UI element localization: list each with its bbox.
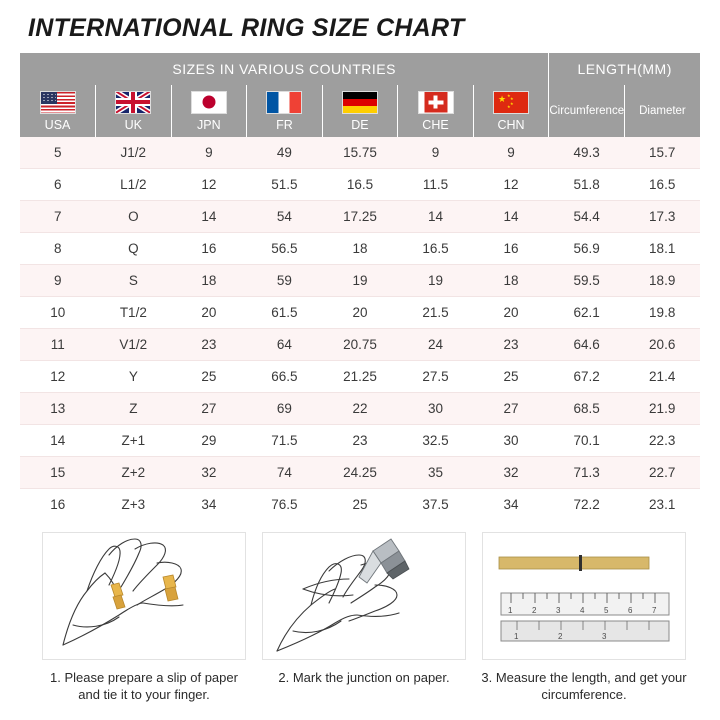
column-label-uk: UK bbox=[124, 117, 142, 132]
cell-che: 9 bbox=[398, 137, 474, 169]
table-row bbox=[20, 457, 700, 489]
cell-usa: 10 bbox=[20, 297, 96, 329]
cell-chn: 34 bbox=[473, 489, 549, 521]
column-header-diameter bbox=[624, 85, 700, 137]
flag-switzerland-icon bbox=[418, 91, 454, 114]
cell-chn: 30 bbox=[473, 425, 549, 457]
cell-uk: Y bbox=[96, 361, 172, 393]
table-row bbox=[20, 361, 700, 393]
cell-che: 19 bbox=[398, 265, 474, 297]
cell-uk: T1/2 bbox=[96, 297, 172, 329]
cell-circumference: 64.6 bbox=[549, 329, 625, 361]
cell-usa: 16 bbox=[20, 489, 96, 521]
cell-che: 24 bbox=[398, 329, 474, 361]
cell-fr: 66.5 bbox=[247, 361, 323, 393]
cell-de: 22 bbox=[322, 393, 398, 425]
cell-chn: 23 bbox=[473, 329, 549, 361]
cell-che: 11.5 bbox=[398, 169, 474, 201]
flag-china-icon: ★ ★ ★ ★ ★ bbox=[493, 91, 529, 114]
cell-jpn: 14 bbox=[171, 201, 247, 233]
cell-uk: O bbox=[96, 201, 172, 233]
svg-text:5: 5 bbox=[604, 606, 609, 615]
cell-che: 16.5 bbox=[398, 233, 474, 265]
column-label-che: CHE bbox=[422, 117, 449, 132]
column-header-circumference bbox=[549, 85, 625, 137]
table-header bbox=[20, 53, 700, 137]
cell-jpn: 16 bbox=[171, 233, 247, 265]
group-header-length: LENGTH(MM) bbox=[549, 53, 700, 85]
cell-che: 21.5 bbox=[398, 297, 474, 329]
group-header-sizes: SIZES IN VARIOUS COUNTRIES bbox=[20, 53, 549, 85]
svg-text:4: 4 bbox=[580, 606, 585, 615]
table-row bbox=[20, 233, 700, 265]
cell-jpn: 32 bbox=[171, 457, 247, 489]
table-column-header-row bbox=[20, 85, 700, 137]
cell-chn: 20 bbox=[473, 297, 549, 329]
step-2-caption: 2. Mark the junction on paper. bbox=[278, 670, 450, 685]
table-row bbox=[20, 201, 700, 233]
cell-circumference: 54.4 bbox=[549, 201, 625, 233]
cell-usa: 14 bbox=[20, 425, 96, 457]
step-3-caption: 3. Measure the length, and get your circumference. bbox=[481, 670, 687, 702]
cell-circumference: 71.3 bbox=[549, 457, 625, 489]
cell-diameter: 18.1 bbox=[624, 233, 700, 265]
column-label-chn: CHN bbox=[497, 117, 525, 132]
cell-fr: 56.5 bbox=[247, 233, 323, 265]
table-row bbox=[20, 393, 700, 425]
cell-diameter: 17.3 bbox=[624, 201, 700, 233]
cell-diameter: 15.7 bbox=[624, 137, 700, 169]
step-1-caption: 1. Please prepare a slip of paper and tie it to your finger. bbox=[50, 670, 238, 702]
cell-usa: 12 bbox=[20, 361, 96, 393]
svg-text:2: 2 bbox=[558, 632, 563, 641]
cell-jpn: 18 bbox=[171, 265, 247, 297]
svg-text:1: 1 bbox=[514, 632, 519, 641]
cell-de: 19 bbox=[322, 265, 398, 297]
cell-chn: 18 bbox=[473, 265, 549, 297]
measuring-instructions bbox=[20, 520, 700, 703]
column-label-usa: USA bbox=[44, 117, 71, 132]
cell-uk: Z bbox=[96, 393, 172, 425]
cell-de: 20 bbox=[322, 297, 398, 329]
cell-fr: 76.5 bbox=[247, 489, 323, 521]
cell-uk: Z+3 bbox=[96, 489, 172, 521]
cell-diameter: 22.7 bbox=[624, 457, 700, 489]
cell-che: 35 bbox=[398, 457, 474, 489]
svg-text:6: 6 bbox=[628, 606, 633, 615]
cell-fr: 64 bbox=[247, 329, 323, 361]
ring-size-table bbox=[20, 53, 700, 520]
cell-de: 21.25 bbox=[322, 361, 398, 393]
table-row bbox=[20, 169, 700, 201]
cell-circumference: 51.8 bbox=[549, 169, 625, 201]
cell-usa: 11 bbox=[20, 329, 96, 361]
cell-fr: 54 bbox=[247, 201, 323, 233]
cell-uk: Z+2 bbox=[96, 457, 172, 489]
cell-usa: 5 bbox=[20, 137, 96, 169]
column-header-usa bbox=[20, 85, 96, 137]
cell-de: 25 bbox=[322, 489, 398, 521]
column-label-circumference: Circumference bbox=[549, 105, 625, 117]
cell-de: 20.75 bbox=[322, 329, 398, 361]
table-row bbox=[20, 329, 700, 361]
cell-diameter: 16.5 bbox=[624, 169, 700, 201]
svg-text:3: 3 bbox=[602, 632, 607, 641]
table-row bbox=[20, 297, 700, 329]
cell-uk: Q bbox=[96, 233, 172, 265]
cell-che: 37.5 bbox=[398, 489, 474, 521]
cell-che: 14 bbox=[398, 201, 474, 233]
cell-fr: 59 bbox=[247, 265, 323, 297]
cell-jpn: 12 bbox=[171, 169, 247, 201]
table-row bbox=[20, 425, 700, 457]
cell-de: 15.75 bbox=[322, 137, 398, 169]
cell-circumference: 59.5 bbox=[549, 265, 625, 297]
cell-fr: 69 bbox=[247, 393, 323, 425]
cell-diameter: 23.1 bbox=[624, 489, 700, 521]
flag-japan-icon bbox=[191, 91, 227, 114]
cell-de: 23 bbox=[322, 425, 398, 457]
cell-che: 27.5 bbox=[398, 361, 474, 393]
column-label-fr: FR bbox=[276, 117, 293, 132]
cell-usa: 13 bbox=[20, 393, 96, 425]
cell-circumference: 70.1 bbox=[549, 425, 625, 457]
cell-uk: V1/2 bbox=[96, 329, 172, 361]
cell-chn: 32 bbox=[473, 457, 549, 489]
cell-usa: 8 bbox=[20, 233, 96, 265]
cell-chn: 25 bbox=[473, 361, 549, 393]
column-label-diameter: Diameter bbox=[639, 105, 686, 117]
cell-uk: Z+1 bbox=[96, 425, 172, 457]
cell-diameter: 19.8 bbox=[624, 297, 700, 329]
flag-usa-icon bbox=[40, 91, 76, 114]
column-header-chn bbox=[473, 85, 549, 137]
cell-diameter: 21.9 bbox=[624, 393, 700, 425]
column-header-jpn bbox=[171, 85, 247, 137]
cell-uk: S bbox=[96, 265, 172, 297]
cell-jpn: 29 bbox=[171, 425, 247, 457]
cell-fr: 61.5 bbox=[247, 297, 323, 329]
cell-fr: 74 bbox=[247, 457, 323, 489]
cell-circumference: 67.2 bbox=[549, 361, 625, 393]
cell-circumference: 56.9 bbox=[549, 233, 625, 265]
cell-chn: 27 bbox=[473, 393, 549, 425]
table-group-header-row bbox=[20, 53, 700, 85]
hand-marking-paper-with-pen-illustration bbox=[262, 532, 466, 660]
cell-diameter: 22.3 bbox=[624, 425, 700, 457]
table-row bbox=[20, 489, 700, 521]
cell-che: 32.5 bbox=[398, 425, 474, 457]
cell-chn: 14 bbox=[473, 201, 549, 233]
column-header-uk bbox=[96, 85, 172, 137]
cell-diameter: 21.4 bbox=[624, 361, 700, 393]
cell-usa: 6 bbox=[20, 169, 96, 201]
cell-fr: 51.5 bbox=[247, 169, 323, 201]
cell-circumference: 62.1 bbox=[549, 297, 625, 329]
cell-de: 17.25 bbox=[322, 201, 398, 233]
cell-fr: 49 bbox=[247, 137, 323, 169]
cell-jpn: 34 bbox=[171, 489, 247, 521]
flag-germany-icon bbox=[342, 91, 378, 114]
cell-jpn: 27 bbox=[171, 393, 247, 425]
cell-circumference: 68.5 bbox=[549, 393, 625, 425]
paper-strip-measured-with-ruler-illustration bbox=[482, 532, 686, 660]
cell-de: 24.25 bbox=[322, 457, 398, 489]
cell-uk: L1/2 bbox=[96, 169, 172, 201]
cell-de: 18 bbox=[322, 233, 398, 265]
column-header-fr bbox=[247, 85, 323, 137]
flag-france-icon bbox=[266, 91, 302, 114]
svg-text:7: 7 bbox=[652, 606, 657, 615]
cell-uk: J1/2 bbox=[96, 137, 172, 169]
svg-text:2: 2 bbox=[532, 606, 537, 615]
cell-che: 30 bbox=[398, 393, 474, 425]
step-3 bbox=[482, 532, 686, 703]
cell-de: 16.5 bbox=[322, 169, 398, 201]
cell-chn: 12 bbox=[473, 169, 549, 201]
cell-chn: 9 bbox=[473, 137, 549, 169]
cell-chn: 16 bbox=[473, 233, 549, 265]
table-row bbox=[20, 137, 700, 169]
svg-text:1: 1 bbox=[508, 606, 513, 615]
table-body bbox=[20, 137, 700, 520]
step-2 bbox=[262, 532, 466, 703]
cell-circumference: 72.2 bbox=[549, 489, 625, 521]
flag-uk-icon bbox=[115, 91, 151, 114]
cell-jpn: 25 bbox=[171, 361, 247, 393]
column-header-che bbox=[398, 85, 474, 137]
cell-jpn: 23 bbox=[171, 329, 247, 361]
hand-with-paper-strip-illustration bbox=[42, 532, 246, 660]
column-label-de: DE bbox=[351, 117, 369, 132]
cell-usa: 7 bbox=[20, 201, 96, 233]
cell-jpn: 9 bbox=[171, 137, 247, 169]
column-label-jpn: JPN bbox=[197, 117, 221, 132]
cell-jpn: 20 bbox=[171, 297, 247, 329]
cell-circumference: 49.3 bbox=[549, 137, 625, 169]
cell-usa: 15 bbox=[20, 457, 96, 489]
table-row bbox=[20, 265, 700, 297]
svg-text:3: 3 bbox=[556, 606, 561, 615]
cell-usa: 9 bbox=[20, 265, 96, 297]
cell-diameter: 18.9 bbox=[624, 265, 700, 297]
cell-diameter: 20.6 bbox=[624, 329, 700, 361]
column-header-de bbox=[322, 85, 398, 137]
cell-fr: 71.5 bbox=[247, 425, 323, 457]
page-title: INTERNATIONAL RING SIZE CHART bbox=[28, 14, 465, 42]
step-1 bbox=[42, 532, 246, 703]
